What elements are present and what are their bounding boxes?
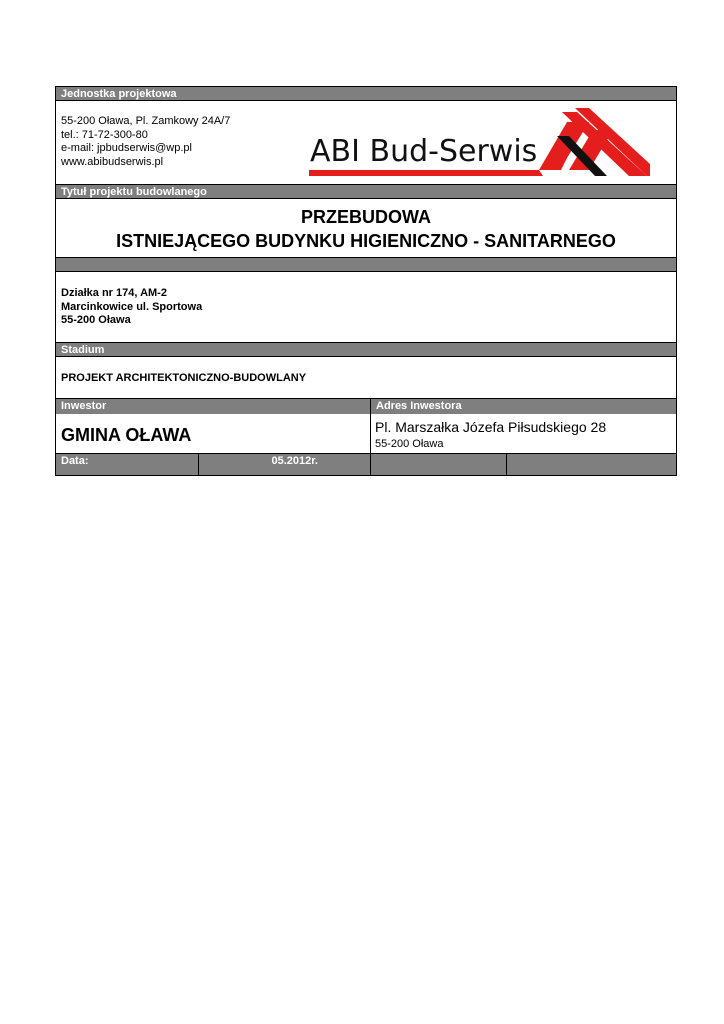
investor-address-header: Adres Inwestora	[371, 399, 676, 414]
investor-column	[56, 399, 371, 453]
investor-body	[56, 414, 370, 453]
date-value: 05.2012r.	[199, 454, 371, 475]
location-city: 55-200 Oława	[61, 314, 131, 326]
contact-phone: tel.: 71-72-300-80	[61, 128, 148, 141]
investor-name: GMINA OŁAWA	[61, 425, 192, 445]
blank-header-bar	[56, 258, 676, 272]
investor-address-body	[371, 414, 676, 453]
location-street: Marcinkowice ul. Sportowa	[61, 300, 203, 313]
project-title-line1: PRZEBUDOWA	[301, 207, 431, 227]
design-unit-header: Jednostka projektowa	[56, 87, 676, 101]
company-logo	[307, 106, 650, 179]
contact-website: www.abibudserwis.pl	[61, 155, 164, 168]
investor-row	[56, 399, 676, 454]
design-unit-section	[56, 101, 676, 185]
logo-text: ABI Bud-Serwis	[310, 134, 538, 169]
stadium-header: Stadium	[56, 343, 676, 357]
contact-address: 55-200 Oława, Pl. Zamkowy 24A/7	[61, 115, 231, 127]
date-empty-cell-1	[371, 454, 507, 475]
investor-address-column	[371, 399, 676, 453]
location-lines	[61, 287, 202, 328]
title-sheet	[55, 86, 677, 476]
date-empty-cell-2	[507, 454, 676, 475]
project-title-header: Tytuł projektu budowlanego	[56, 185, 676, 199]
project-title-line2: ISTNIEJĄCEGO BUDYNKU HIGIENICZNO - SANITARNEGO	[116, 231, 616, 251]
location-section	[56, 272, 676, 343]
contact-info	[61, 115, 230, 169]
investor-address-line1: Pl. Marszałka Józefa Piłsudskiego 28	[375, 419, 607, 435]
stadium-section	[56, 357, 676, 399]
stadium-value: PROJEKT ARCHITEKTONICZNO-BUDOWLANY	[61, 372, 307, 384]
date-row	[56, 454, 676, 475]
date-label: Data:	[56, 454, 199, 475]
project-title-box	[56, 199, 676, 258]
plot-number: Działka nr 174, AM-2	[61, 287, 167, 299]
investor-header: Inwestor	[56, 399, 370, 414]
investor-address-line2: 55-200 Oława	[375, 438, 444, 450]
contact-email: e-mail: jpbudserwis@wp.pl	[61, 142, 192, 154]
